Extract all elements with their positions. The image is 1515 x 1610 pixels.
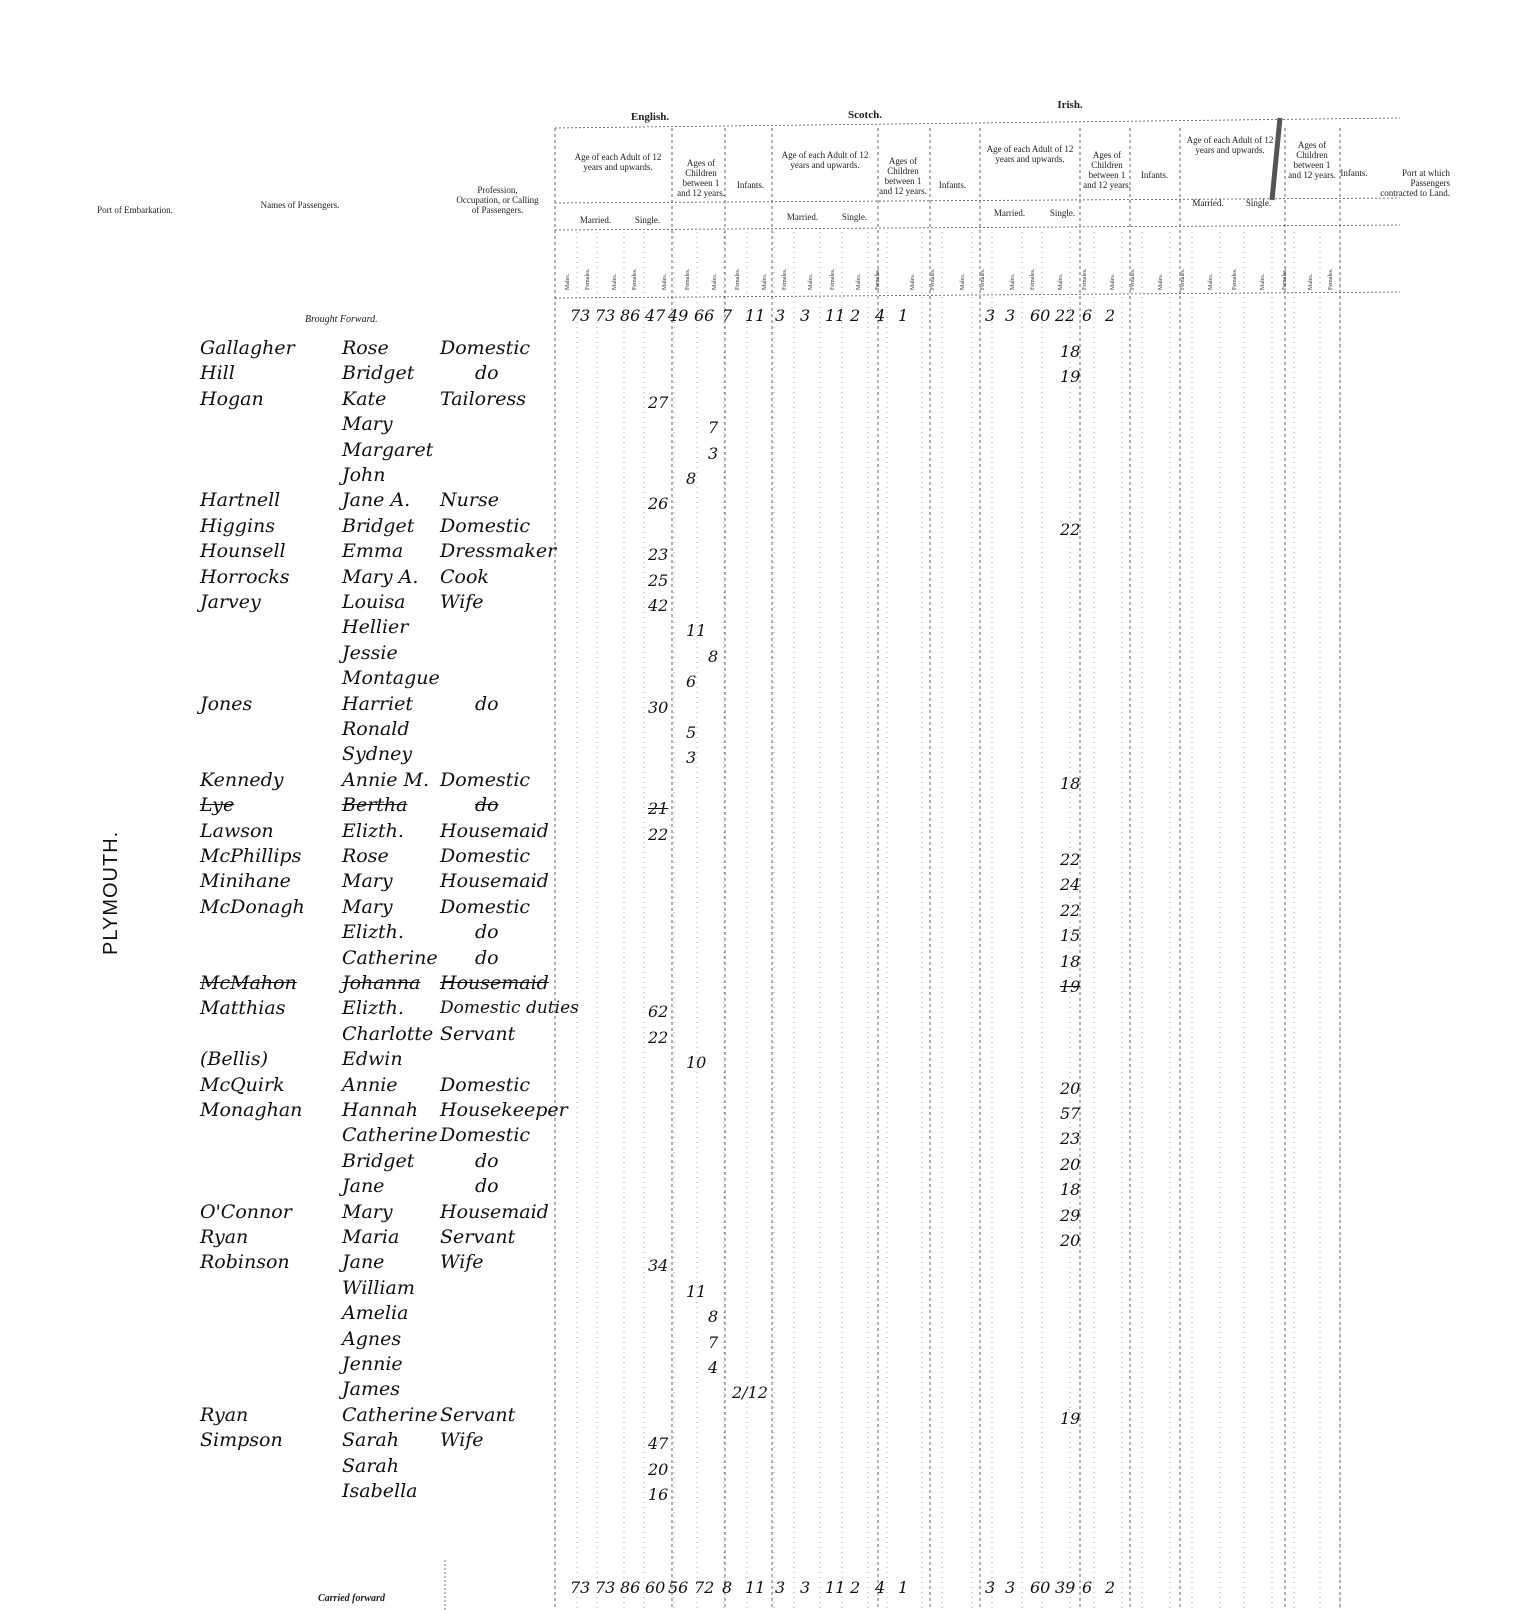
passenger-age: 19 (1060, 1409, 1081, 1428)
passenger-forename: Annie (342, 1074, 398, 1096)
brought-forward-value: 11 (745, 306, 766, 325)
other-adult-age-header: Age of each Adult of 12 years and upwards. (1186, 135, 1274, 155)
english-children-ages-header: Ages of Children between 1 and 12 years. (677, 158, 725, 198)
passenger-forename: Rose (342, 337, 389, 359)
passenger-occupation: do (475, 921, 499, 943)
passenger-forename: Catherine (342, 1124, 438, 1146)
passenger-forename: Jennie (342, 1353, 403, 1375)
passenger-occupation: Domestic (440, 896, 531, 918)
passenger-forename: Louisa (342, 591, 406, 613)
passenger-age: 8 (708, 1307, 719, 1326)
carried-forward-value: 60 (1030, 1578, 1051, 1597)
passenger-surname: Higgins (200, 515, 276, 537)
passenger-age: 18 (1060, 1180, 1081, 1199)
passenger-forename: Jane (342, 1175, 385, 1197)
males-subcolumn-label: Males. (960, 273, 966, 290)
males-subcolumn-label: Males. (712, 273, 718, 290)
passenger-age: 22 (1060, 850, 1081, 869)
passenger-forename: Elizth. (342, 997, 404, 1019)
carried-forward-value: 4 (875, 1578, 886, 1597)
brought-forward-value: 47 (645, 306, 666, 325)
carried-forward-value: 60 (645, 1578, 666, 1597)
passenger-surname: Jones (200, 693, 253, 715)
passenger-age: 62 (648, 1002, 669, 1021)
passenger-surname: Simpson (200, 1429, 283, 1451)
passenger-age: 5 (686, 723, 697, 742)
brought-forward-value: 49 (668, 306, 689, 325)
females-subcolumn-label: Females. (875, 268, 881, 290)
passenger-age: 20 (1060, 1231, 1081, 1250)
males-subcolumn-label: Males. (612, 273, 618, 290)
passenger-age: 47 (648, 1434, 669, 1453)
passenger-occupation: do (475, 362, 499, 384)
passenger-age: 3 (708, 444, 719, 463)
passenger-age: 8 (708, 647, 719, 666)
passenger-forename: Bridget (342, 1150, 415, 1172)
passenger-forename: Mary A. (342, 566, 419, 588)
passenger-age: 7 (708, 1333, 719, 1352)
passenger-occupation: Servant (440, 1226, 516, 1248)
females-subcolumn-label: Females. (930, 268, 936, 290)
passenger-surname: Ryan (200, 1226, 249, 1248)
carried-forward-value: 3 (775, 1578, 786, 1597)
carried-forward-value: 73 (570, 1578, 591, 1597)
passenger-occupation: Wife (440, 1429, 484, 1451)
passenger-forename: Jessie (342, 642, 398, 664)
passenger-occupation: Domestic (440, 515, 531, 537)
brought-forward-value: 11 (825, 306, 846, 325)
carried-forward-value: 11 (745, 1578, 766, 1597)
carried-forward-value: 3 (800, 1578, 811, 1597)
passenger-forename: Rose (342, 845, 389, 867)
passenger-surname: Kennedy (200, 769, 284, 791)
brought-forward-value: 6 (1082, 306, 1093, 325)
females-subcolumn-label: Females. (685, 268, 691, 290)
irish-children-ages-header: Ages of Children between 1 and 12 years. (1083, 150, 1131, 190)
females-subcolumn-label: Females. (830, 268, 836, 290)
passenger-forename: Maria (342, 1226, 400, 1248)
passenger-forename: Mary (342, 896, 393, 918)
passenger-forename: Elizth. (342, 921, 404, 943)
passenger-occupation: Nurse (440, 489, 499, 511)
passenger-surname: McPhillips (200, 845, 302, 867)
passenger-occupation: do (475, 1150, 499, 1172)
port-of-embarkation-value: PLYMOUTH. (100, 830, 122, 955)
passenger-occupation: Housemaid (440, 972, 549, 994)
passenger-age: 11 (686, 1282, 707, 1301)
passenger-age: 34 (648, 1256, 669, 1275)
females-subcolumn-label: Females. (735, 268, 741, 290)
passenger-surname: Ryan (200, 1404, 249, 1426)
passenger-surname: McQuirk (200, 1074, 285, 1096)
brought-forward-value: 7 (722, 306, 733, 325)
other-children-ages-header: Ages of Children between 1 and 12 years. (1288, 140, 1336, 180)
females-subcolumn-label: Females. (1232, 268, 1238, 290)
port-of-embarkation-header: Port of Embarkation. (97, 205, 173, 215)
males-subcolumn-label: Males. (762, 273, 768, 290)
passenger-age: 29 (1060, 1206, 1081, 1225)
females-subcolumn-label: Females. (1082, 268, 1088, 290)
scotch-infants-header: Infants. (938, 180, 967, 190)
males-subcolumn-label: Males. (1110, 273, 1116, 290)
carried-forward-value: 73 (595, 1578, 616, 1597)
passenger-forename: Montague (342, 667, 440, 689)
other-single-header: Single. (1245, 198, 1272, 208)
passenger-age: 4 (708, 1358, 719, 1377)
scotch-children-ages-header: Ages of Children between 1 and 12 years. (879, 156, 927, 196)
carried-forward-value: 3 (985, 1578, 996, 1597)
scotch-married-header: Married. (786, 212, 819, 222)
passenger-occupation: Domestic (440, 1074, 531, 1096)
brought-forward-value: 73 (570, 306, 591, 325)
passenger-age: 22 (1060, 901, 1081, 920)
carried-forward-value: 39 (1055, 1578, 1076, 1597)
females-subcolumn-label: Females. (1328, 268, 1334, 290)
passenger-forename: Mary (342, 1201, 393, 1223)
passenger-forename: Johanna (342, 972, 421, 994)
passenger-forename: Bridget (342, 362, 415, 384)
passenger-surname: Lye (200, 794, 235, 816)
passenger-occupation: Domestic (440, 845, 531, 867)
passenger-surname: Hounsell (200, 540, 286, 562)
passenger-age: 19 (1060, 367, 1081, 386)
english-married-header: Married. (579, 215, 612, 225)
carried-forward-value: 3 (1005, 1578, 1016, 1597)
passenger-forename: Charlotte (342, 1023, 434, 1045)
passenger-forename: Margaret (342, 439, 434, 461)
scotch-single-header: Single. (841, 212, 868, 222)
passenger-forename: Hannah (342, 1099, 418, 1121)
brought-forward-value: 22 (1055, 306, 1076, 325)
brought-forward-value: 3 (985, 306, 996, 325)
carried-forward-value: 6 (1082, 1578, 1093, 1597)
passenger-age: 20 (1060, 1079, 1081, 1098)
passenger-forename: Agnes (342, 1328, 402, 1350)
females-subcolumn-label: Females. (1030, 268, 1036, 290)
profession-header: Profession, Occupation, or Calling of Passengers. (456, 185, 539, 215)
males-subcolumn-label: Males. (565, 273, 571, 290)
brought-forward-label: Brought Forward. (305, 314, 378, 325)
passenger-age: 22 (648, 1028, 669, 1047)
brought-forward-value: 2 (850, 306, 861, 325)
carried-forward-value: 11 (825, 1578, 846, 1597)
passenger-forename: John (342, 464, 386, 486)
brought-forward-value: 3 (775, 306, 786, 325)
brought-forward-value: 73 (595, 306, 616, 325)
carried-forward-value: 56 (668, 1578, 689, 1597)
passenger-age: 22 (648, 825, 669, 844)
passenger-occupation: do (475, 947, 499, 969)
passenger-age: 27 (648, 393, 669, 412)
passenger-occupation: Domestic (440, 337, 531, 359)
passenger-occupation: Housemaid (440, 870, 549, 892)
males-subcolumn-label: Males. (1010, 273, 1016, 290)
passenger-age: 19 (1060, 977, 1081, 996)
passenger-forename: Catherine (342, 1404, 438, 1426)
females-subcolumn-label: Females. (782, 268, 788, 290)
header-sub-rule (555, 225, 1400, 230)
passenger-age: 24 (1060, 875, 1081, 894)
females-subcolumn-label: Females. (585, 268, 591, 290)
males-subcolumn-label: Males. (910, 273, 916, 290)
passenger-forename: Isabella (342, 1480, 418, 1502)
passenger-occupation: Cook (440, 566, 489, 588)
brought-forward-value: 66 (694, 306, 715, 325)
passenger-age: 11 (686, 621, 707, 640)
passenger-occupation: Wife (440, 591, 484, 613)
scotch-group-header: Scotch. (848, 109, 882, 121)
english-adult-age-header: Age of each Adult of 12 years and upwards. (574, 152, 662, 172)
passenger-forename: Bridget (342, 515, 415, 537)
irish-single-header: Single. (1049, 208, 1076, 218)
passenger-age: 23 (1060, 1129, 1081, 1148)
carried-forward-label: Carried forward (318, 1593, 385, 1604)
thick-ink-stroke (1272, 118, 1280, 200)
passenger-occupation: Dressmaker (440, 540, 557, 562)
passenger-forename: Annie M. (342, 769, 430, 791)
brought-forward-value: 1 (898, 306, 909, 325)
passenger-surname: Hartnell (200, 489, 281, 511)
passenger-occupation: Housemaid (440, 820, 549, 842)
passenger-surname: Horrocks (200, 566, 290, 588)
females-subcolumn-label: Females. (1130, 268, 1136, 290)
passenger-surname: Gallagher (200, 337, 295, 359)
passenger-forename: Edwin (342, 1048, 403, 1070)
brought-forward-value: 3 (800, 306, 811, 325)
scotch-adult-age-header: Age of each Adult of 12 years and upwards. (781, 150, 869, 170)
passenger-forename: Jane A. (342, 489, 411, 511)
passenger-forename: Ronald (342, 718, 410, 740)
passenger-occupation: Domestic (440, 1124, 531, 1146)
irish-infants-header: Infants. (1140, 170, 1169, 180)
passenger-occupation: Domestic duties (440, 998, 579, 1018)
passenger-age: 22 (1060, 520, 1081, 539)
passenger-forename: Amelia (342, 1302, 409, 1324)
males-subcolumn-label: Males. (662, 273, 668, 290)
names-of-passengers-header: Names of Passengers. (260, 200, 340, 210)
passenger-occupation: Domestic (440, 769, 531, 791)
passenger-surname: McDonagh (200, 896, 305, 918)
passenger-surname: Monaghan (200, 1099, 303, 1121)
passenger-age: 25 (648, 571, 669, 590)
passenger-age: 20 (1060, 1155, 1081, 1174)
passenger-surname: Hogan (200, 388, 264, 410)
english-infants-header: Infants. (736, 180, 765, 190)
passenger-forename: Elizth. (342, 820, 404, 842)
carried-forward-value: 86 (620, 1578, 641, 1597)
passenger-occupation: do (475, 693, 499, 715)
passenger-occupation: Housemaid (440, 1201, 549, 1223)
passenger-age: 6 (686, 672, 697, 691)
males-subcolumn-label: Males. (856, 273, 862, 290)
passenger-age: 3 (686, 748, 697, 767)
males-subcolumn-label: Males. (808, 273, 814, 290)
irish-married-header: Married. (993, 208, 1026, 218)
passenger-age: 20 (648, 1460, 669, 1479)
males-subcolumn-label: Males. (1260, 273, 1266, 290)
irish-group-header: Irish. (1057, 99, 1083, 111)
passenger-age: 26 (648, 494, 669, 513)
passenger-occupation: Servant (440, 1404, 516, 1426)
passenger-surname: Robinson (200, 1251, 290, 1273)
females-subcolumn-label: Females. (632, 268, 638, 290)
passenger-age: 18 (1060, 952, 1081, 971)
passenger-occupation: Housekeeper (440, 1099, 568, 1121)
header-top-rule (555, 118, 1400, 128)
other-infants-header: Infants. (1340, 168, 1368, 178)
passenger-surname: Hill (200, 362, 235, 384)
english-group-header: English. (630, 111, 670, 123)
females-subcolumn-label: Females. (980, 268, 986, 290)
passenger-forename: Harriet (342, 693, 414, 715)
carried-forward-value: 2 (850, 1578, 861, 1597)
passenger-forename: Bertha (342, 794, 408, 816)
passenger-age: 10 (686, 1053, 707, 1072)
passenger-age: 16 (648, 1485, 669, 1504)
passenger-age: 2/12 (732, 1383, 768, 1402)
passenger-surname: O'Connor (200, 1201, 292, 1223)
males-subcolumn-label: Males. (1158, 273, 1164, 290)
females-subcolumn-label: Females. (1180, 268, 1186, 290)
brought-forward-value: 60 (1030, 306, 1051, 325)
brought-forward-value: 4 (875, 306, 886, 325)
brought-forward-value: 3 (1005, 306, 1016, 325)
english-single-header: Single. (634, 215, 661, 225)
passenger-forename: Mary (342, 413, 393, 435)
passenger-surname: (Bellis) (200, 1048, 269, 1070)
port-at-which-header: Port at which Passengers contracted to Land. (1380, 168, 1450, 198)
brought-forward-value: 2 (1105, 306, 1116, 325)
passenger-age: 18 (1060, 342, 1081, 361)
passenger-age: 18 (1060, 774, 1081, 793)
males-subcolumn-label: Males. (1058, 273, 1064, 290)
passenger-surname: Minihane (200, 870, 291, 892)
passenger-forename: William (342, 1277, 415, 1299)
passenger-age: 21 (648, 799, 669, 818)
passenger-occupation: Wife (440, 1251, 484, 1273)
carried-forward-value: 2 (1105, 1578, 1116, 1597)
passenger-forename: Catherine (342, 947, 438, 969)
passenger-age: 23 (648, 545, 669, 564)
passenger-forename: Hellier (342, 616, 409, 638)
passenger-age: 15 (1060, 926, 1081, 945)
other-married-header: Married. (1192, 198, 1224, 208)
passenger-age: 57 (1060, 1104, 1081, 1123)
passenger-forename: Emma (342, 540, 404, 562)
passenger-forename: Sarah (342, 1455, 399, 1477)
passenger-forename: Jane (342, 1251, 385, 1273)
carried-forward-value: 72 (694, 1578, 715, 1597)
passenger-forename: Kate (342, 388, 387, 410)
passenger-age: 7 (708, 418, 719, 437)
passenger-forename: Sydney (342, 743, 413, 765)
passenger-surname: Jarvey (200, 591, 261, 613)
passenger-occupation: do (475, 1175, 499, 1197)
passenger-surname: Lawson (200, 820, 274, 842)
males-subcolumn-label: Males. (1308, 273, 1314, 290)
carried-forward-value: 1 (898, 1578, 909, 1597)
females-subcolumn-label: Females. (1282, 268, 1288, 290)
passenger-forename: Mary (342, 870, 393, 892)
passenger-occupation: Servant (440, 1023, 516, 1045)
carried-forward-value: 8 (722, 1578, 733, 1597)
males-subcolumn-label: Males. (1208, 273, 1214, 290)
passenger-occupation: do (475, 794, 499, 816)
brought-forward-value: 86 (620, 306, 641, 325)
passenger-occupation: Tailoress (440, 388, 526, 410)
irish-adult-age-header: Age of each Adult of 12 years and upwards. (986, 144, 1074, 164)
passenger-age: 42 (648, 596, 669, 615)
passenger-surname: Matthias (200, 997, 286, 1019)
header-bottom-rule (555, 292, 1400, 298)
passenger-surname: McMahon (200, 972, 297, 994)
passenger-age: 8 (686, 469, 697, 488)
passenger-age: 30 (648, 698, 669, 717)
passenger-forename: James (342, 1378, 400, 1400)
passenger-forename: Sarah (342, 1429, 399, 1451)
